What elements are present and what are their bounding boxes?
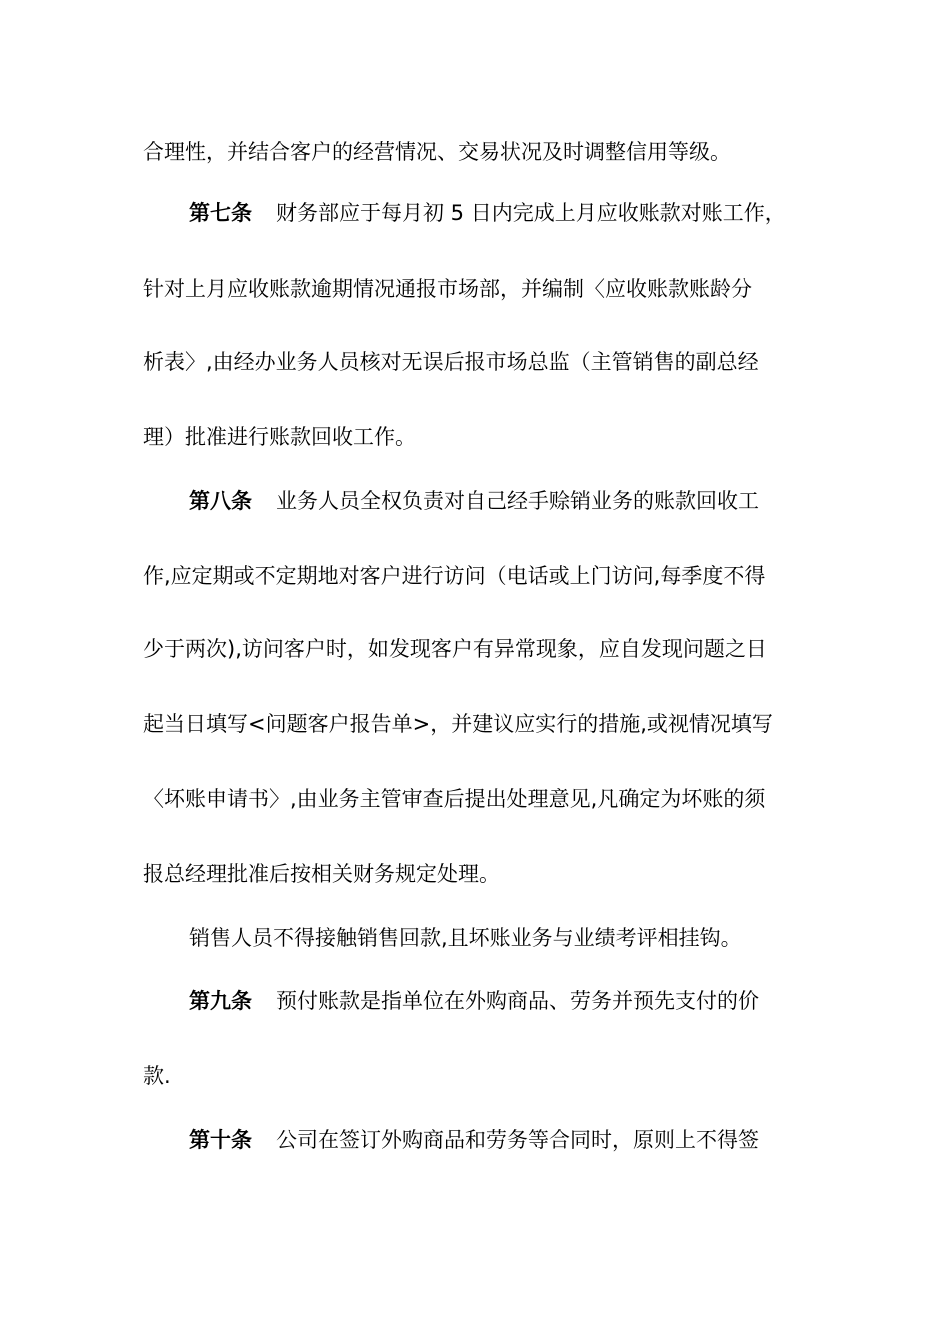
article-nine-line [189, 986, 823, 1016]
article-eight-line [189, 486, 823, 516]
text-line: 报总经理批准后按相关财务规定处理。 [143, 862, 500, 886]
article-seven-line [189, 198, 823, 228]
article-text: 财务部应于每月初 5 日内完成上月应收账款对账工作， [276, 201, 786, 225]
text-line: 起当日填写<问题客户报告单>，并建议应实行的措施,或视情况填写 [143, 712, 773, 736]
article-ten-line [189, 1125, 823, 1155]
text-line: 销售人员不得接触销售回款,且坏账业务与业绩考评相挂钩。 [189, 926, 742, 950]
text-line: 少于两次),访问客户时，如发现客户有异常现象，应自发现问题之日 [143, 637, 767, 661]
article-text: 业务人员全权负责对自己经手赊销业务的账款回收工 [276, 489, 759, 513]
article-number: 第八条 [189, 489, 252, 513]
article-number: 第七条 [189, 201, 252, 225]
text-line: 析表〉,由经办业务人员核对无误后报市场总监（主管销售的副总经 [143, 350, 759, 374]
text-line: 〈坏账申请书〉,由业务主管审查后提出处理意见,凡确定为坏账的须 [143, 787, 766, 811]
article-number: 第九条 [189, 989, 252, 1013]
text-line: 款. [143, 1064, 171, 1088]
article-text: 预付账款是指单位在外购商品、劳务并预先支付的价 [276, 989, 759, 1013]
article-number: 第十条 [189, 1128, 252, 1152]
article-text: 公司在签订外购商品和劳务等合同时，原则上不得签 [276, 1128, 759, 1152]
text-line: 合理性，并结合客户的经营情况、交易状况及时调整信用等级。 [143, 140, 731, 164]
text-line: 作,应定期或不定期地对客户进行访问（电话或上门访问,每季度不得 [143, 564, 766, 588]
text-line: 针对上月应收账款逾期情况通报市场部，并编制〈应收账款账龄分 [143, 277, 752, 301]
text-line: 理）批准进行账款回收工作。 [143, 425, 416, 449]
